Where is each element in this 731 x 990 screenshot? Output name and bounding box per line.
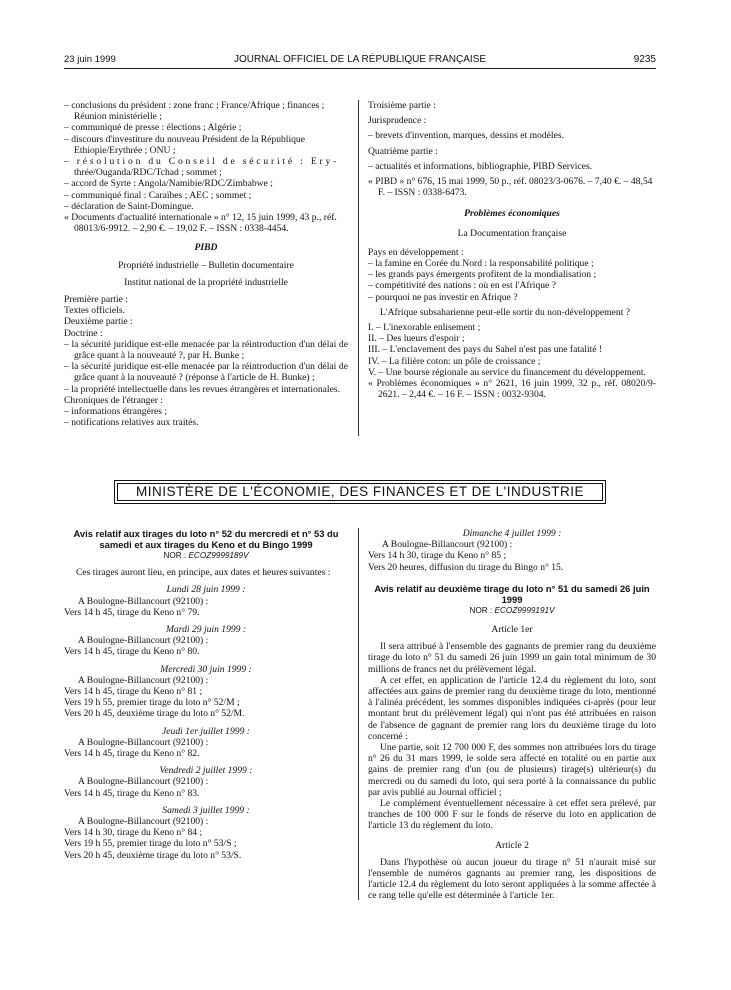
list-item: III. – L'enclavement des pays du Sahel n'est pas une fatalité !: [368, 344, 603, 356]
list-item: – communiqué final : Caraïbes ; AEC ; sommet ;: [64, 189, 252, 201]
institution-name: Institut national de la propriété industrielle: [124, 276, 288, 288]
header-date: 23 juin 1999: [64, 54, 116, 65]
schedule-line: Vers 19 h 55, premier tirage du loto n° 53/S ;: [64, 838, 237, 850]
column-4: [368, 528, 656, 902]
list-item: I. – L'inexorable enlisement ;: [368, 322, 481, 334]
list-item: – conclusions du président : zone franc ; France/Afrique ; finances ; Réunion ministérielle ;: [64, 100, 325, 123]
day-heading: Lundi 28 juin 1999 :: [166, 584, 246, 596]
page-number: 9235: [633, 54, 656, 65]
schedule-line: A Boulogne-Billancourt (92100) :: [78, 736, 209, 748]
section-subtitle: La Documentation française: [457, 227, 567, 239]
list-item: – pourquoi ne pas investir en Afrique ?: [368, 291, 518, 303]
schedule-line: A Boulogne-Billancourt (92100) :: [78, 635, 209, 647]
column-1: [64, 100, 348, 428]
day-heading: Mercredi 30 juin 1999 :: [160, 663, 252, 675]
schedule-line: Vers 14 h 30, tirage du Keno n° 85 ;: [368, 550, 507, 562]
section-subtitle: Propriété industrielle – Bulletin documentaire: [118, 259, 294, 271]
list-item: – informations étrangères ;: [64, 406, 168, 418]
column-3: [64, 528, 348, 861]
text-line: Première partie :: [64, 294, 128, 306]
text-line: Doctrine :: [64, 327, 103, 339]
article-paragraph: Il sera attribué à l'ensemble des gagnants de premier rang du deuxième tirage du loto n° 51 du samedi 26 juin 1999 un gain total minimum de 30 millions de francs net du prélèvement légal.: [368, 641, 656, 675]
day-heading: Dimanche 4 juillet 1999 :: [462, 528, 562, 539]
notice-title: Avis relatif au deuxième tirage du loto n° 51 du samedi 26 juin 1999: [374, 582, 650, 605]
list-item: – la sécurité juridique est-elle menacée par la réintroduction d'un délai de grâce quant à la nouveauté ?, par H. Bunke ;: [64, 338, 348, 362]
schedule-line: Vers 19 h 55, premier tirage du loto n° 52/M ;: [64, 697, 240, 709]
column-divider-top: [358, 100, 359, 436]
text-line: Chroniques de l'étranger :: [64, 394, 163, 406]
publication-reference: « PIBD » n° 676, 15 mai 1999, 50 p., réf. 08023/3-0676. – 7,40 €. – 48,54 F. – ISSN : 0338-6473.: [368, 176, 653, 199]
schedule-line: Vers 14 h 45, tirage du Keno n° 80.: [64, 646, 200, 658]
schedule-line: Vers 14 h 45, tirage du Keno n° 81 ;: [64, 686, 203, 698]
day-heading: Vendredi 2 juillet 1999 :: [159, 765, 253, 777]
text-line: L'Afrique subsaharienne peut-elle sortir du non-développement ?: [380, 306, 631, 318]
article-paragraph: A cet effet, en application de l'article 12.4 du règlement du loto, sont affectées aux gains de premier rang du deuxième tirage du loto, mentionné à l'alinéa précédent, les sommes disponibles indiquées ci-après (pour leur montant brut du prélèvement légal) qui n'ont pas été attribuées en raison de l'absence de gagnant de premier rang lors du deuxième tirage du loto concerné :: [368, 674, 656, 742]
list-item: – discours d'investiture du nouveau Président de la République Ethiopie/Erythrée ; ONU ;: [64, 133, 305, 156]
schedule-list: [64, 578, 348, 860]
schedule-line: A Boulogne-Billancourt (92100) :: [382, 539, 513, 551]
text-line: Quatrième partie :: [368, 145, 438, 157]
schedule-line: A Boulogne-Billancourt (92100) :: [78, 674, 209, 686]
schedule-line: Vers 14 h 45, tirage du Keno n° 82.: [64, 748, 200, 760]
text-line: Troisième partie :: [368, 100, 436, 111]
schedule-line: Vers 20 h 45, deuxième tirage du loto n° 52/M.: [64, 708, 245, 720]
list-item: – brevets d'invention, marques, dessins et modèles.: [368, 130, 564, 142]
ministry-banner: MINISTÈRE DE L'ÉCONOMIE, DES FINANCES ET DE L'INDUSTRIE: [114, 480, 606, 504]
list-item: – les grands pays émergents profitent de la mondialisation ;: [368, 269, 597, 281]
list-item: – communiqué de presse : élections ; Algérie ;: [64, 122, 242, 134]
list-item: V. – Une bourse régionale au service du financement du développement.: [368, 366, 646, 378]
section-title: PIBD: [194, 242, 218, 254]
nor-reference: NOR : ECOZ9999189V: [163, 551, 249, 560]
schedule-line: A Boulogne-Billancourt (92100) :: [78, 816, 209, 828]
schedule-line: A Boulogne-Billancourt (92100) :: [78, 776, 209, 788]
list-item: – la sécurité juridique est-elle menacée par la réintroduction d'un délai de grâce quant à la nouveauté ? (réponse à l'article de H. Bunke) ;: [64, 361, 348, 384]
list-item: II. – Des lueurs d'espoir ;: [368, 333, 465, 345]
text-line: Textes officiels.: [64, 305, 125, 317]
column-2: [368, 100, 656, 400]
list-item: – la famine en Corée du Nord : la responsabilité politique ;: [368, 258, 594, 270]
day-heading: Samedi 3 juillet 1999 :: [162, 804, 250, 816]
page-header: [64, 54, 656, 68]
schedule-line: Vers 14 h 45, tirage du Keno n° 83.: [64, 787, 200, 799]
article-heading: Article 1er: [491, 624, 533, 636]
article-paragraph: Le complément éventuellement nécessaire à cet effet sera prélevé, par tranches de 100 000 F sur le fonds de réserve du loto en application de l'article 13 du règlement du loto.: [368, 798, 656, 832]
schedule-line: Vers 20 heures, diffusion du tirage du Bingo n° 15.: [368, 561, 564, 573]
text-line: Jurisprudence :: [368, 115, 427, 127]
day-heading: Mardi 29 juin 1999 :: [165, 624, 247, 636]
text-line: Deuxième partie :: [64, 316, 133, 328]
publication-reference: « Problèmes économiques » n° 2621, 16 juin 1999, 32 p., réf. 08020/9-2621. – 2,44 €. – 16 F. – ISSN : 0032-9304.: [368, 378, 656, 401]
day-heading: Jeudi 1er juillet 1999 :: [162, 725, 250, 737]
list-item: IV. – La filière coton: un pôle de croissance ;: [368, 355, 541, 367]
text-line: Pays en développement :: [368, 246, 464, 258]
column-divider-bottom: [358, 528, 359, 900]
schedule-line: A Boulogne-Billancourt (92100) :: [78, 595, 209, 607]
header-rule: [64, 68, 656, 69]
notice-intro: Ces tirages auront lieu, en principe, aux dates et heures suivantes :: [76, 567, 331, 579]
schedule-line: Vers 20 h 45, deuxième tirage du loto n° 53/S.: [64, 849, 242, 861]
list-item: – compétitivité des nations : où en est l'Afrique ?: [368, 280, 556, 292]
article-paragraph: Une partie, soit 12 700 000 F, des sommes non attribuées lors du tirage n° 26 du 31 mars 1999, le solde sera affecté en totalité ou en partie aux gains de premier rang d'un (ou de plusieurs) tirage(s) ultérieur(s) du mercredi ou du samedi du loto, qui sera porté à la connaissance du public par avis publié au Journal officiel ;: [368, 742, 656, 798]
list-item: – accord de Syrte : Angola/Namibie/RDC/Zimbabwe ;: [64, 178, 273, 190]
article-heading: Article 2: [495, 839, 529, 851]
list-item: – déclaration de Saint-Domingue.: [64, 200, 194, 212]
schedule-line: Vers 14 h 45, tirage du Keno n° 79.: [64, 606, 200, 618]
schedule-line: Vers 14 h 30, tirage du Keno n° 84 ;: [64, 827, 203, 839]
nor-reference: NOR : ECOZ9999191V: [469, 605, 555, 615]
list-item: – la propriété intellectuelle dans les revues étrangères et internationales.: [64, 383, 340, 395]
journal-title: JOURNAL OFFICIEL DE LA RÉPUBLIQUE FRANÇAISE: [233, 54, 487, 65]
section-title: Problèmes économiques: [464, 208, 560, 220]
list-item: – notifications relatives aux traités.: [64, 417, 199, 429]
list-item: – actualités et informations, bibliographie, PIBD Services.: [368, 160, 593, 172]
resolution-item: – résolution du Conseil de sécurité : Ery- thrée/Ouganda/RDC/Tchad ; sommet ;: [64, 156, 340, 179]
publication-reference: « Documents d'actualité internationale » n° 12, 15 juin 1999, 43 p., réf. 08013/6-9912. – 2,90 €. – 19,02 F. – ISSN : 0338-4454.: [64, 212, 337, 235]
notice-title: Avis relatif aux tirages du loto n° 52 du mercredi et n° 53 du samedi et aux tirages du Keno et du Bingo 1999: [73, 528, 339, 550]
article-paragraph: Dans l'hypothèse où aucun joueur du tirage n° 51 n'aurait misé sur l'ensemble de numéros gagnants au premier rang, les dispositions de l'article 12.4 du règlement du loto seront appliquées à la somme affectée à ce rang telle qu'elle est déterminée à l'article 1er.: [368, 856, 656, 902]
